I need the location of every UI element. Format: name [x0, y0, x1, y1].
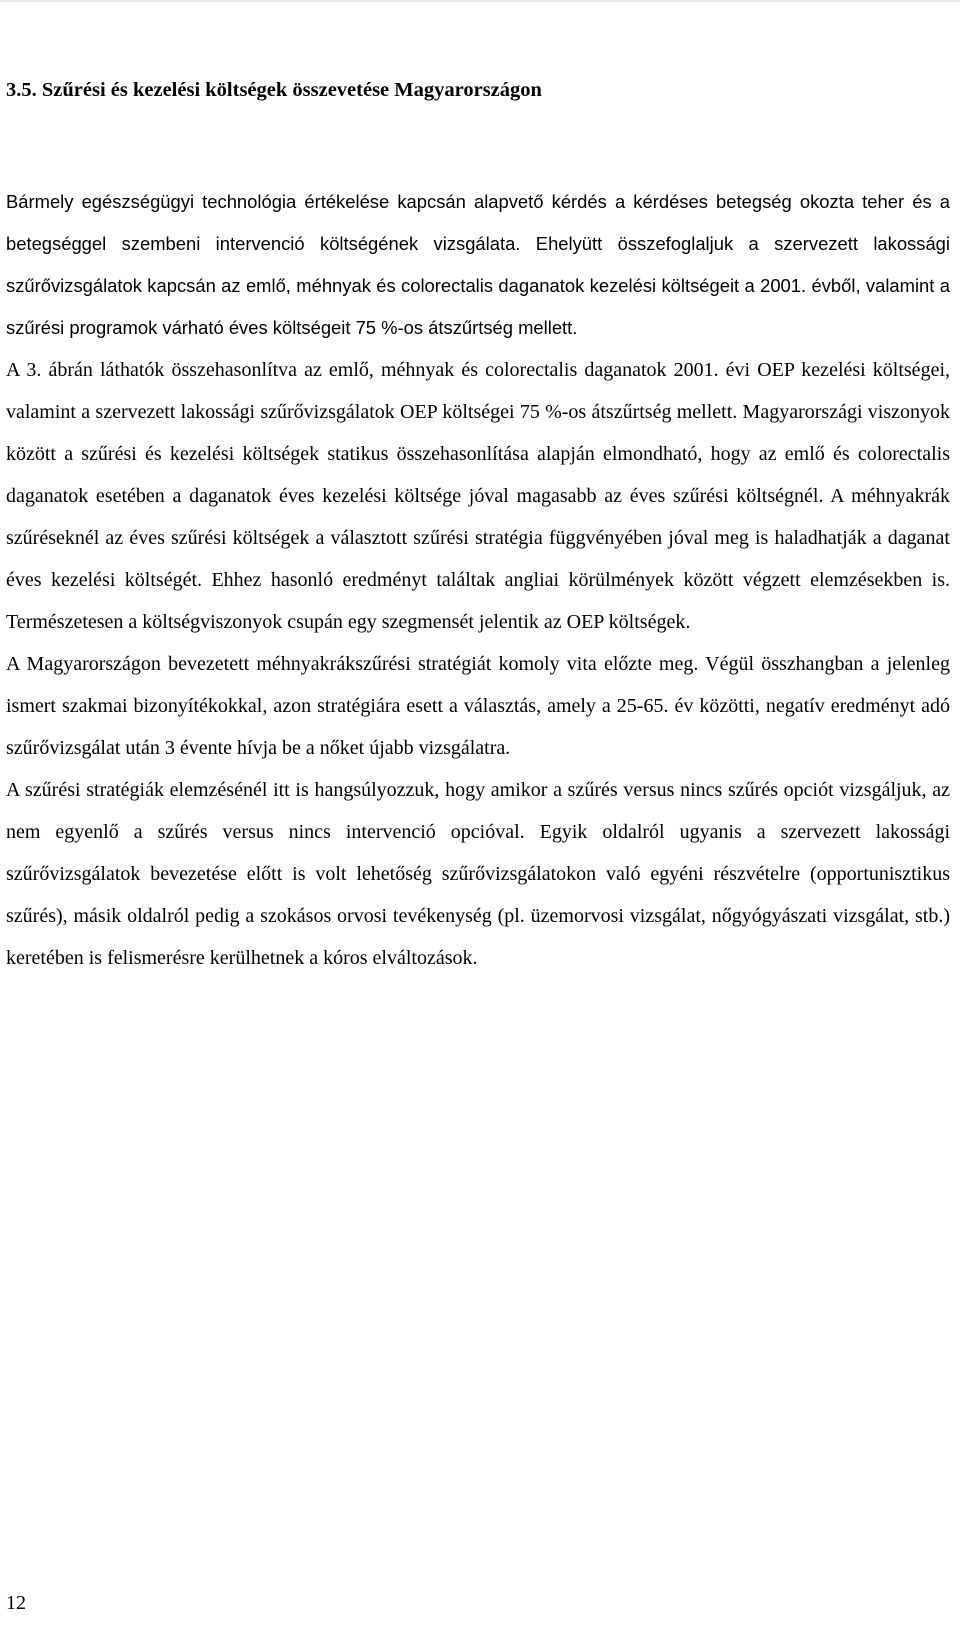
paragraph-figure-comparison: A 3. ábrán láthatók összehasonlítva az emlő, méhnyak és colorectalis daganatok 2001. évi OEP kezelési költségei, valamint a szervezett lakossági szűrővizsgálatok OEP költségei 75 %-os átszűrtség mellett. Magyarországi viszonyok között a szűrési és kezelési költségek statikus összehasonlítása alapján elmondható, hogy az emlő és colorectalis daganatok esetében a daganatok éves kezelési költsége jóval magasabb az éves szűrési költségnél. A méhnyakrák szűréseknél az éves szűrési költségek a választott szűrési stratégia függvényében jóval meg is haladhatják a daganat éves kezelési költségét. Ehhez hasonló eredményt találtak angliai körülmények között végzett elemzésekben is. Természetesen a költségviszonyok csupán egy szegmensét jelentik az OEP költségek. [6, 359, 950, 633]
top-border [0, 0, 960, 2]
paragraph-cervical-strategy: A Magyarországon bevezetett méhnyakrákszűrési stratégiát komoly vita előzte meg. Végül összhangban a jelenleg ismert szakmai bizonyítékokkal, azon stratégiára esett a választás, amely a 25-65. év közötti, negatív eredményt adó szűrővizsgálat után 3 évente hívja be a nőket újabb vizsgálatra. [6, 653, 950, 759]
section-heading: 3.5. Szűrési és kezelési költségek összevetése Magyarországon [6, 79, 542, 101]
page-number: 12 [6, 1592, 26, 1614]
paragraph-screening-analysis: A szűrési stratégiák elemzésénél itt is hangsúlyozzuk, hogy amikor a szűrés versus nincs szűrés opciót vizsgáljuk, az nem egyenlő a szűrés versus nincs intervenció opcióval. Egyik oldalról ugyanis a szervezett lakossági szűrővizsgálatok bevezetése előtt is volt lehetőség szűrővizsgálatokon való egyéni részvételre (opportunisztikus szűrés), másik oldalról pedig a szokásos orvosi tevékenység (pl. üzemorvosi vizsgálat, nőgyógyászati vizsgálat, stb.) keretében is felismerésre kerülhetnek a kóros elváltozások. [6, 779, 950, 969]
paragraph-intro: Bármely egészségügyi technológia értékelése kapcsán alapvető kérdés a kérdéses betegség okozta teher és a betegséggel szembeni intervenció költségének vizsgálata. Ehelyütt összefoglaljuk a szervezett lakossági szűrővizsgálatok kapcsán az emlő, méhnyak és colorectalis daganatok kezelési költségeit a 2001. évből, valamint a szűrési programok várható éves költségeit 75 %-os átszűrtség mellett. [6, 191, 950, 338]
body-text [6, 181, 950, 979]
